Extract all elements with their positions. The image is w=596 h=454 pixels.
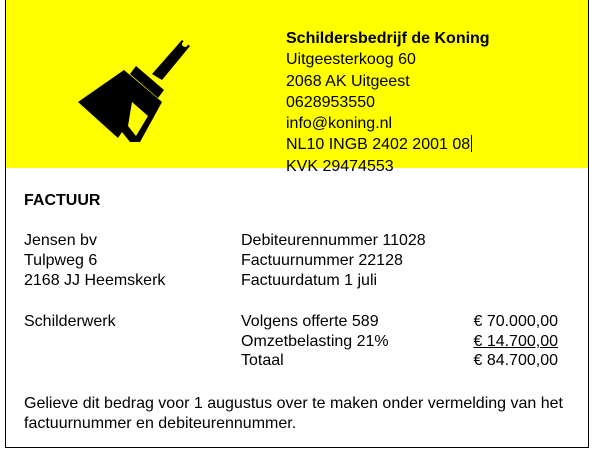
total-label: Totaal — [241, 352, 284, 369]
company-name: Schildersbedrijf de Koning — [286, 30, 490, 47]
company-kvk: KVK 29474553 — [286, 157, 394, 175]
line-label: Volgens offerte 589 — [241, 313, 379, 330]
line-amount: € 70.000,00 — [473, 313, 558, 330]
company-info — [286, 28, 490, 177]
invoice-title: FACTUUR — [24, 192, 101, 209]
text-cursor — [471, 135, 472, 152]
vat-label: Omzetbelasting 21% — [241, 333, 389, 350]
customer-postal-city: 2168 JJ Heemskerk — [24, 272, 166, 289]
total-amount: € 84.700,00 — [473, 352, 558, 369]
customer-name: Jensen bv — [24, 232, 97, 249]
invoice-date: Factuurdatum 1 juli — [241, 272, 378, 289]
vat-amount-row — [438, 332, 558, 352]
vat-amount: € 14.700,00 — [473, 333, 558, 350]
company-phone: 0628953550 — [286, 93, 375, 111]
company-email: info@koning.nl — [286, 115, 393, 133]
company-iban-row — [286, 134, 490, 155]
debtor-number: Debiteurennummer 11028 — [241, 232, 426, 249]
payment-note: Gelieve dit bedrag voor 1 augustus over te maken onder vermelding van het factuurnummer en debiteurennummer. — [24, 395, 563, 432]
line-description: Schilderwerk — [24, 313, 116, 330]
invoice-number: Factuurnummer 22128 — [241, 252, 403, 269]
customer-street: Tulpweg 6 — [24, 252, 98, 269]
company-iban: NL10 INGB 2402 2001 08 — [286, 136, 471, 154]
paintbrush-icon — [78, 36, 196, 148]
company-street: Uitgeesterkoog 60 — [286, 51, 416, 69]
company-postal-city: 2068 AK Uitgeest — [286, 72, 410, 90]
